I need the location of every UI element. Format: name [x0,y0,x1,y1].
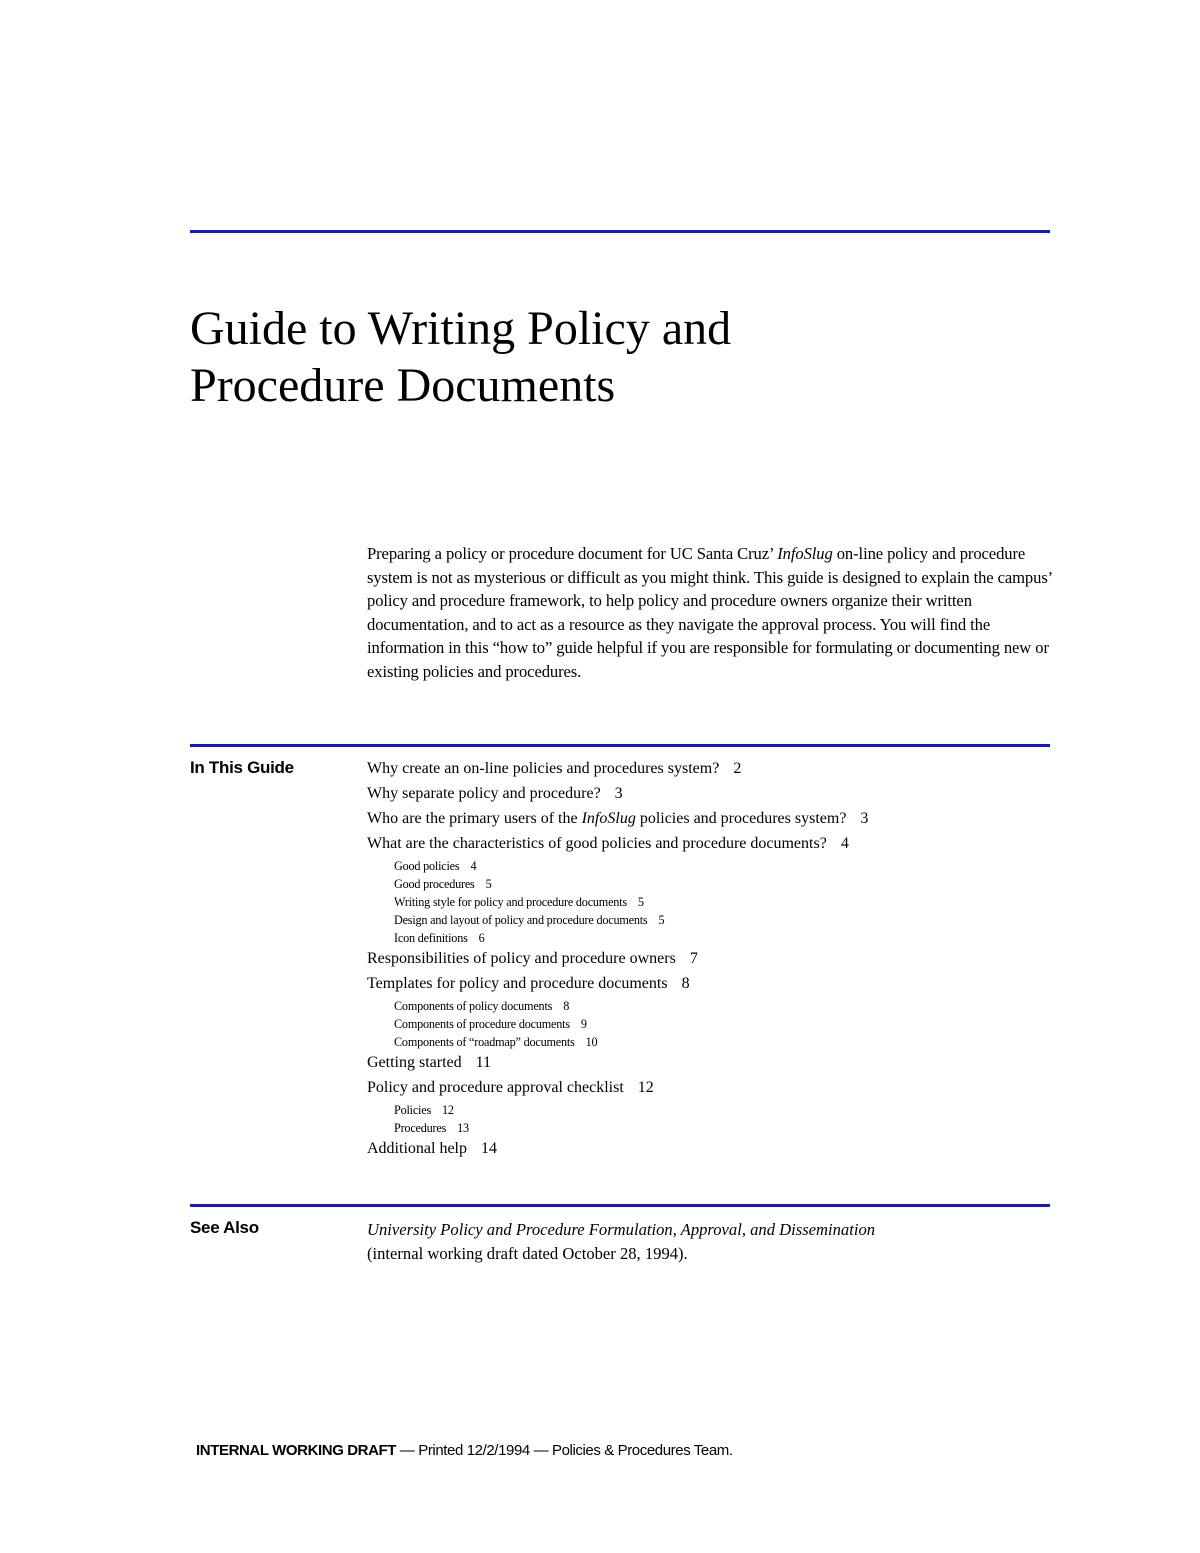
toc-item-text: Components of policy documents [394,999,553,1013]
page-footer [196,1442,733,1459]
toc-page-number: 6 [478,931,485,945]
footer-draft-label: INTERNAL WORKING DRAFT [196,1442,397,1459]
toc-page-number: 14 [480,1140,497,1157]
see-also-reference [367,1218,1057,1265]
toc-page-number: 11 [475,1054,492,1071]
toc-subitem[interactable] [367,930,1057,948]
toc-item-text: Procedures [394,1121,447,1135]
toc-subitem[interactable] [367,1102,1057,1120]
toc-item-text: Policies [394,1103,431,1117]
toc-page-number: 5 [637,895,644,909]
toc-page-number: 2 [733,760,742,777]
toc-subitem[interactable] [367,998,1057,1016]
toc-item-text: Policy and procedure approval checklist [367,1079,624,1096]
toc-item-text: Design and layout of policy and procedure documents [394,913,648,927]
toc-subitem[interactable] [367,1120,1057,1138]
toc-item-text: Why create an on-line policies and procedures system? [367,760,720,777]
toc-page-number: 8 [563,999,570,1013]
toc-item-text: Getting started [367,1054,462,1071]
toc-item-text: Why separate policy and procedure? [367,785,601,802]
toc-subitem[interactable] [367,1016,1057,1034]
toc-subitem[interactable] [367,876,1057,894]
intro-text-before: Preparing a policy or procedure document for UC Santa Cruz’ [367,544,778,563]
top-divider-rule [190,230,1050,233]
toc-item-text: What are the characteristics of good policies and procedure documents? [367,835,827,852]
footer-print-info: — Printed 12/2/1994 — Policies & Procedures Team. [396,1442,733,1459]
intro-text-after: on-line policy and procedure system is not as mysterious or difficult as you might think. This guide is designed to explain the campus’ policy and procedure framework, to help policy and procedure owners organize their written documentation, and to act as a resource as they navigate the approval process. You will find the information in this “how to” guide helpful if you are responsible for formulating or documenting new or existing policies and procedures. [367,544,1052,681]
toc-item-text: Templates for policy and procedure documents [367,975,668,992]
toc-page-number: 12 [637,1079,654,1096]
toc-item[interactable] [367,1138,1057,1163]
in-this-guide-divider-rule [190,744,1050,747]
toc-item[interactable] [367,758,1057,783]
toc-item-text: Good policies [394,859,460,873]
toc-item-text: Additional help [367,1140,467,1157]
page-title [190,300,731,414]
toc-item-text: Responsibilities of policy and procedure owners [367,950,676,967]
toc-page-number: 5 [658,913,665,927]
see-also-document-title: University Policy and Procedure Formulation, Approval, and Dissemination [367,1220,876,1239]
toc-item-infoslug: InfoSlug [581,810,636,827]
toc-item-text: Good procedures [394,877,475,891]
toc-subitem[interactable] [367,912,1057,930]
toc-page-number: 4 [470,859,477,873]
toc-item[interactable] [367,948,1057,973]
toc-item-text-before: Who are the primary users of the [367,810,582,827]
see-also-document-note: (internal working draft dated October 28, 1994). [367,1243,688,1263]
title-line-1: Guide to Writing Policy and [190,302,732,355]
toc-page-number: 3 [860,810,869,827]
toc-subitem[interactable] [367,1034,1057,1052]
toc-item-text: Writing style for policy and procedure documents [394,895,627,909]
toc-item-text-after: policies and procedures system? [635,810,847,827]
toc-page-number: 8 [681,975,690,992]
toc-page-number: 10 [585,1035,598,1049]
in-this-guide-label: In This Guide [190,758,294,777]
toc-item[interactable] [367,808,1057,833]
see-also-label: See Also [190,1218,259,1237]
toc-subitem[interactable] [367,894,1057,912]
toc-page-number: 13 [457,1121,469,1135]
toc-item[interactable] [367,973,1057,998]
toc-item-text: Components of “roadmap” documents [394,1035,575,1049]
intro-paragraph [367,542,1057,683]
table-of-contents [367,758,1057,1163]
toc-subitem[interactable] [367,858,1057,876]
toc-page-number: 12 [442,1103,454,1117]
title-line-2: Procedure Documents [190,359,616,412]
toc-page-number: 9 [580,1017,587,1031]
intro-infoslug: InfoSlug [777,544,833,563]
toc-page-number: 3 [614,785,623,802]
toc-item[interactable] [367,833,1057,858]
toc-item[interactable] [367,783,1057,808]
toc-item[interactable] [367,1052,1057,1077]
toc-item[interactable] [367,1077,1057,1102]
toc-item-text: Components of procedure documents [394,1017,570,1031]
toc-page-number: 7 [689,950,698,967]
toc-page-number: 5 [485,877,492,891]
toc-item-text: Icon definitions [394,931,468,945]
see-also-divider-rule [190,1204,1050,1207]
toc-page-number: 4 [840,835,849,852]
